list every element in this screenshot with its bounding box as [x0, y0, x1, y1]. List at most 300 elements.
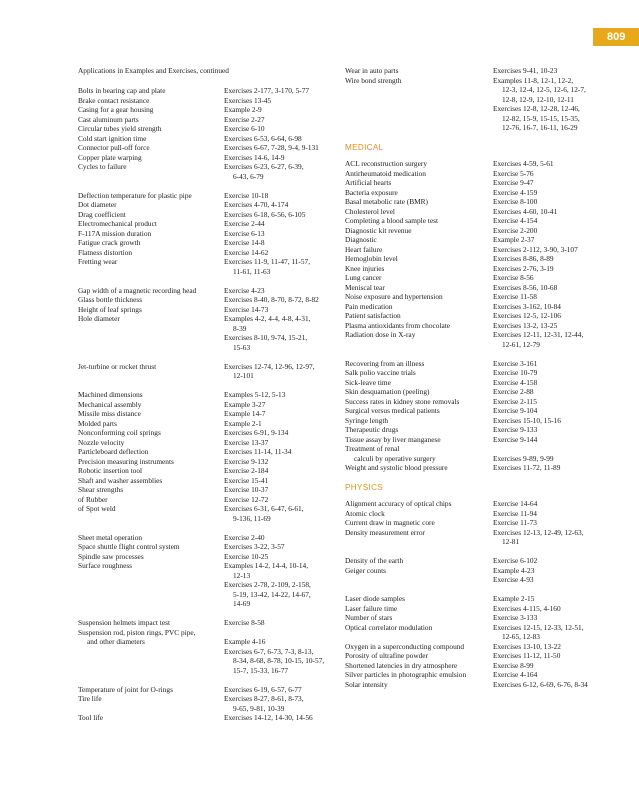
entry-topic [345, 368, 493, 378]
entry-topic-line: Dot diameter [78, 200, 117, 209]
entry-topic [78, 400, 224, 410]
entry-topic-line: Treatment of renal [345, 444, 400, 453]
entry-topic-line: Drag coefficient [78, 209, 126, 219]
entry-spacer [78, 523, 338, 533]
entry-topic [345, 463, 493, 473]
entry-reference-line: Exercises 12-11, 12-31, 12-44, [493, 330, 584, 339]
index-entry [345, 292, 637, 302]
index-entry [345, 661, 637, 671]
entry-reference [224, 390, 338, 400]
index-entry [345, 435, 637, 445]
entry-reference [224, 618, 338, 628]
entry-topic [78, 153, 224, 163]
entry-topic-line: Nonconforming coil springs [78, 428, 161, 437]
entry-topic [78, 295, 224, 305]
entry-topic-line: Missile miss distance [78, 409, 141, 418]
entry-topic-line: Wear in auto parts [345, 66, 399, 75]
entry-topic-line: Oxygen in a superconducting compound [345, 641, 465, 651]
entry-reference-line: Exercises 2-78, 2-109, 2-158, [224, 580, 311, 589]
entry-topic-line: Circular tubes yield strength [78, 124, 162, 133]
entry-topic-line: Laser diode samples [345, 594, 405, 603]
entry-reference [493, 604, 637, 614]
entry-reference [493, 264, 637, 274]
entry-reference-line: Exercise 2-44 [224, 219, 265, 228]
index-entry [78, 409, 338, 419]
entry-spacer [345, 349, 637, 359]
entry-topic-line: Skin desquamation (peeling) [345, 387, 430, 396]
entry-reference [493, 566, 637, 585]
entry-topic-line: Temperature of joint for O-rings [78, 684, 173, 694]
entry-reference-line: 12-101 [233, 371, 254, 380]
entry-spacer [78, 352, 338, 362]
entry-topic-line: Knee injuries [345, 263, 385, 273]
entry-reference-line: Exercise 14-64 [493, 499, 538, 508]
entry-reference [493, 321, 637, 331]
entry-topic [345, 292, 493, 302]
index-entry [345, 169, 637, 179]
entry-topic-line: Flatness distortion [78, 247, 133, 257]
entry-reference-line: Exercise 4-154 [493, 216, 538, 225]
entry-reference-line: Exercises 11-12, 11-50 [493, 651, 561, 660]
entry-reference-line: Exercises 11-72, 11-89 [493, 463, 561, 472]
entry-topic-line: Hemoglobin level [345, 254, 398, 263]
entry-topic [345, 235, 493, 245]
index-entry [345, 273, 637, 283]
entry-topic [78, 390, 224, 400]
entry-topic-line: Wire bond strength [345, 75, 402, 85]
entry-topic-line: calculi by operative surgery [354, 453, 436, 463]
entry-topic-line: Laser failure time [345, 603, 398, 613]
entry-topic-line: Porosity of ultrafine powder [345, 651, 429, 660]
entry-topic-line: Radiation dose in X-ray [345, 330, 416, 339]
entry-topic-line: Mechanical assembly [78, 399, 142, 409]
index-entry [345, 670, 637, 680]
entry-topic-line: Heart failure [345, 244, 383, 254]
index-entry [78, 438, 338, 448]
entry-topic-line: Suspension helmets impact test [78, 618, 170, 627]
entry-topic-line: Gap width of a magnetic recording head [78, 285, 197, 295]
entry-reference-line: Exercise 8-99 [493, 660, 534, 670]
entry-topic [78, 618, 224, 628]
entry-topic [345, 216, 493, 226]
index-entry [78, 457, 338, 467]
index-entry [78, 305, 338, 315]
entry-reference [224, 105, 338, 115]
entry-reference-line: Exercises 6-53, 6-64, 6-98 [224, 133, 302, 143]
index-entry [78, 466, 338, 476]
entry-topic [78, 143, 224, 153]
entry-reference [224, 96, 338, 106]
entry-reference-line: Exercise 9-104 [493, 406, 538, 415]
physics-entry-list [345, 499, 637, 689]
entry-topic-line: Jet-turbine or rocket thrust [78, 361, 157, 371]
entry-topic-line: Syringe length [345, 415, 389, 425]
entry-reference-line: Exercise 2-88 [493, 387, 534, 396]
index-entry [345, 159, 637, 169]
index-entry [345, 254, 637, 264]
entry-reference-line: Exercises 4-60, 10-41 [493, 206, 558, 216]
entry-topic-line: ACL reconstruction surgery [345, 159, 427, 168]
entry-reference [493, 283, 637, 293]
entry-topic [78, 552, 224, 562]
index-entry [78, 362, 338, 381]
entry-reference [493, 169, 637, 179]
entry-topic-line: Surface roughness [78, 561, 133, 570]
entry-reference [493, 642, 637, 652]
entry-reference-line: Exercise 6-13 [224, 228, 265, 238]
entry-topic-line: Spindle saw processes [78, 551, 144, 561]
index-entry [345, 651, 637, 661]
index-entry [345, 264, 637, 274]
entry-reference-line: Exercises 6-19, 6-57, 6-77 [224, 684, 302, 694]
entry-topic [345, 518, 493, 528]
entry-topic-line: Fatigue crack growth [78, 238, 141, 247]
entry-topic [345, 159, 493, 169]
entry-topic [345, 435, 493, 445]
entry-reference-line: 12-61, 12-79 [502, 339, 540, 349]
entry-reference-line: Exercises 4-70, 4-174 [224, 200, 289, 209]
index-entry [78, 390, 338, 400]
entry-topic-line: Antirheumatoid medication [345, 168, 426, 178]
entry-reference-line: Exercises 6-31, 6-47, 6-61, [224, 504, 304, 513]
index-entry [78, 191, 338, 201]
entry-reference-line: Exercises 12-5, 12-106 [493, 311, 561, 320]
entry-reference-line: Exercise 10-79 [493, 368, 538, 377]
entry-topic [345, 188, 493, 198]
entry-topic-line: Meniscal tear [345, 282, 385, 292]
entry-reference [224, 124, 338, 134]
index-entry [345, 226, 637, 236]
entry-topic-line: Sick-leave time [345, 377, 391, 387]
entry-topic [78, 200, 224, 210]
index-entry [78, 210, 338, 220]
entry-topic [78, 105, 224, 115]
index-entry [78, 248, 338, 258]
entry-reference [493, 680, 637, 690]
entry-topic [78, 457, 224, 467]
entry-reference [493, 226, 637, 236]
entry-topic [345, 651, 493, 661]
entry-reference-line: 9-136, 11-69 [233, 513, 271, 523]
index-entry [78, 143, 338, 153]
entry-topic-line: Bolts in bearing cap and plate [78, 86, 166, 95]
entry-topic-line: Weight and systolic blood pressure [345, 463, 448, 472]
entry-reference [493, 594, 637, 604]
entry-topic [78, 248, 224, 258]
entry-reference-line: Exercise 14-62 [224, 247, 269, 257]
index-entry [78, 124, 338, 134]
entry-reference [493, 378, 637, 388]
entry-reference-line: Exercises 11-14, 11-34 [224, 447, 292, 456]
medical-heading: MEDICAL [345, 142, 384, 152]
entry-topic [78, 476, 224, 486]
entry-reference [224, 115, 338, 125]
entry-topic-line: Molded parts [78, 418, 117, 428]
entry-topic [78, 628, 224, 676]
entry-reference-line: 15-7, 15-33, 16-77 [233, 665, 289, 675]
entry-reference-line: Example 2-37 [493, 235, 535, 244]
right-column [345, 66, 637, 689]
entry-reference-line: 8-39 [233, 323, 247, 333]
entry-topic [345, 670, 493, 680]
entry-reference-line [224, 628, 338, 638]
entry-topic-line: Completing a blood sample test [345, 216, 439, 225]
entry-reference-line: 12-81 [502, 537, 520, 546]
entry-reference-line: Exercise 5-76 [493, 168, 534, 178]
index-entry [78, 257, 338, 276]
entry-topic [345, 245, 493, 255]
entry-spacer [78, 675, 338, 685]
entry-reference [224, 447, 338, 457]
entry-reference-line: Exercises 12-13, 12-49, 12-63, [493, 527, 584, 537]
entry-reference [493, 302, 637, 312]
entry-reference-line: 11-61, 11-63 [233, 266, 271, 276]
index-entry [345, 463, 637, 473]
entry-topic [78, 495, 224, 505]
index-entry [78, 552, 338, 562]
entry-reference [224, 428, 338, 438]
entry-reference-line: 12-82, 15-9, 15-15, 15-35, [502, 113, 580, 123]
entry-reference-line: Exercise 6-102 [493, 556, 538, 565]
entry-topic [78, 713, 224, 723]
entry-topic [345, 604, 493, 614]
entry-topic-line: Solar intensity [345, 679, 388, 689]
entry-reference [493, 613, 637, 623]
entry-reference [493, 435, 637, 445]
index-entry [345, 623, 637, 642]
entry-topic [345, 397, 493, 407]
entry-topic-line: of Rubber [78, 494, 108, 504]
entry-topic [345, 661, 493, 671]
index-entry [78, 96, 338, 106]
entry-topic-line: Artificial hearts [345, 178, 392, 187]
entry-reference-line: Exercises 4-115, 4-160 [493, 603, 561, 613]
entry-topic [345, 226, 493, 236]
entry-reference [224, 238, 338, 248]
entry-reference-line: Exercise 4-158 [493, 377, 538, 387]
index-entry [78, 162, 338, 181]
entry-reference [493, 528, 637, 547]
entry-reference [224, 229, 338, 239]
entry-reference [224, 476, 338, 486]
index-entry [78, 238, 338, 248]
entry-reference [493, 661, 637, 671]
entry-topic [345, 680, 493, 690]
entry-topic [78, 162, 224, 181]
entry-reference-line: 12-76, 16-7, 16-11, 16-29 [502, 123, 578, 132]
entry-reference [493, 254, 637, 264]
entry-reference [224, 305, 338, 315]
entry-topic [345, 594, 493, 604]
index-entry [345, 197, 637, 207]
entry-reference-line: Exercise 11-73 [493, 518, 537, 527]
entry-reference-line: Exercises 2-112, 3-90, 3-107 [493, 244, 578, 254]
entry-reference-line: Exercises 12-15, 12-33, 12-51, [493, 622, 584, 632]
entry-spacer [78, 381, 338, 391]
index-entry [345, 680, 637, 690]
entry-reference-line: Example 14-7 [224, 409, 266, 418]
entry-topic [78, 115, 224, 125]
entry-topic-line: Electromechanical product [78, 219, 157, 228]
entry-reference-line: Exercises 15-10, 15-16 [493, 415, 561, 425]
medical-entry-list [345, 159, 637, 473]
entry-reference [493, 359, 637, 369]
index-entry [78, 153, 338, 163]
entry-reference-line: Exercises 12-74, 12-96, 12-97, [224, 361, 315, 371]
entry-topic-line: Hole diameter [78, 314, 120, 323]
entry-reference-line: Exercises 6-23, 6-27, 6-39, [224, 162, 304, 171]
entry-topic [78, 314, 224, 352]
entry-reference-line: Exercises 3-162, 10-84 [493, 301, 561, 311]
entry-reference [224, 713, 338, 723]
entry-reference-line: 6-43, 6-79 [233, 171, 264, 181]
index-entry [78, 485, 338, 495]
entry-topic-line: Tissue assay by liver manganese [345, 434, 441, 444]
index-entry [345, 302, 637, 312]
index-entry [78, 105, 338, 115]
entry-reference-line: Exercises 9-41, 10-23 [493, 66, 558, 75]
entry-reference [224, 286, 338, 296]
entry-reference [493, 397, 637, 407]
entry-reference [224, 362, 338, 381]
entry-reference-line: 9-65, 9-81, 10-39 [233, 703, 285, 713]
entry-reference [493, 556, 637, 566]
entry-topic [78, 466, 224, 476]
entry-reference-line: Exercise 2-115 [493, 396, 537, 406]
entry-reference-line: Exercise 4-23 [224, 285, 265, 295]
entry-reference [493, 188, 637, 198]
entry-topic [345, 642, 493, 652]
entry-reference-line [493, 444, 637, 454]
entry-reference-line: Exercises 8-56, 10-68 [493, 282, 558, 292]
index-entry [345, 321, 637, 331]
index-entry [345, 613, 637, 623]
index-entry [345, 207, 637, 217]
entry-topic-line: Success rates in kidney stone removals [345, 396, 460, 406]
index-entry [345, 330, 637, 349]
entry-topic [78, 409, 224, 419]
entry-reference-line: Example 3-27 [224, 399, 266, 409]
entry-topic [345, 207, 493, 217]
index-entry [345, 425, 637, 435]
entry-topic-line: of Spot weld [78, 504, 116, 513]
entry-topic [345, 378, 493, 388]
entry-reference [224, 191, 338, 201]
entry-reference-line: Exercises 6-91, 9-134 [224, 428, 289, 437]
index-entry [345, 283, 637, 293]
entry-reference [493, 651, 637, 661]
entry-topic [345, 273, 493, 283]
entry-reference-line: Exercise 2-200 [493, 225, 538, 235]
index-entry [78, 447, 338, 457]
entry-topic-line: Plasma antioxidants from chocolate [345, 320, 451, 330]
index-entry [345, 378, 637, 388]
entry-reference [493, 509, 637, 519]
entry-reference-line: Exercises 6-7, 6-73, 7-3, 8-13, [224, 646, 314, 656]
entry-reference-line: Example 4-23 [493, 565, 535, 575]
entry-topic-line: Number of stars [345, 613, 393, 622]
index-entry [78, 314, 338, 352]
entry-topic-line: Current draw in magnetic core [345, 518, 435, 527]
entry-topic-line: Optical correlator modulation [345, 622, 433, 632]
entry-reference-line: Exercises 14-12, 14-30, 14-56 [224, 713, 313, 722]
entry-topic [345, 556, 493, 566]
entry-topic-line: Noise exposure and hypertension [345, 292, 443, 301]
entry-topic-line: Machined dimensions [78, 390, 143, 399]
index-entry [78, 713, 338, 723]
index-entry [78, 618, 338, 628]
entry-topic [345, 197, 493, 207]
entry-reference [224, 457, 338, 467]
entry-reference [493, 207, 637, 217]
entry-reference [224, 552, 338, 562]
index-entry [78, 542, 338, 552]
entry-topic [78, 533, 224, 543]
entry-reference-line: Exercises 2-177, 3-170, 5-77 [224, 86, 310, 95]
entry-topic-line: Tool life [78, 713, 103, 722]
index-entry [345, 604, 637, 614]
entry-topic-line: Basal metabolic rate (BMR) [345, 197, 429, 206]
entry-topic [345, 566, 493, 585]
entry-topic-line: Suspension rod, piston rings, PVC pipe, [78, 627, 196, 637]
entry-topic [78, 257, 224, 276]
entry-reference-line: Exercises 13-2, 13-25 [493, 320, 558, 330]
entry-topic [78, 229, 224, 239]
entry-topic-line: Brake contact resistance [78, 95, 150, 105]
index-entry [345, 444, 637, 463]
entry-reference-line: Exercise 11-94 [493, 508, 537, 518]
entry-topic-line: Glass bottle thickness [78, 295, 143, 304]
entry-reference-line: Exercises 9-89, 9-99 [493, 453, 554, 463]
entry-reference-line: 14-69 [233, 599, 251, 608]
index-entry [345, 528, 637, 547]
entry-topic-line: Density of the earth [345, 556, 404, 565]
entry-topic-line: Space shuttle flight control system [78, 542, 180, 551]
entry-topic-line: Cholesterol level [345, 206, 395, 216]
index-entry [78, 86, 338, 96]
entry-reference [224, 400, 338, 410]
entry-reference-line: Exercise 10-18 [224, 190, 269, 200]
entry-reference-line: Exercise 10-25 [224, 551, 269, 561]
entry-reference-line: Exercises 2-76, 3-19 [493, 263, 554, 273]
entry-reference [493, 670, 637, 680]
entry-reference-line: Exercise 2-184 [224, 466, 269, 475]
index-entry [345, 642, 637, 652]
index-entry [78, 400, 338, 410]
entry-reference [493, 235, 637, 245]
index-entry [78, 200, 338, 210]
entry-reference-line: Exercises 14-6, 14-9 [224, 152, 285, 162]
index-entry [345, 406, 637, 416]
index-entry [78, 504, 338, 523]
index-entry [78, 495, 338, 505]
entry-reference-line: Exercise 6-10 [224, 124, 265, 133]
index-entry [78, 295, 338, 305]
entry-topic-line: Geiger counts [345, 565, 386, 575]
entry-topic-line: Pain medication [345, 301, 393, 311]
entry-reference [224, 485, 338, 495]
entry-topic [345, 425, 493, 435]
entry-reference-line: 15-63 [233, 342, 251, 352]
entry-reference [493, 216, 637, 226]
index-entry [78, 229, 338, 239]
entry-reference-line: Exercises 8-86, 8-89 [493, 254, 554, 263]
entry-reference-line: Exercise 10-37 [224, 485, 269, 494]
left-entry-list [78, 86, 338, 723]
entry-topic [345, 509, 493, 519]
entry-reference-line: 12-3, 12-4, 12-5, 12-6, 12-7, [502, 85, 586, 94]
entry-reference [224, 694, 338, 713]
